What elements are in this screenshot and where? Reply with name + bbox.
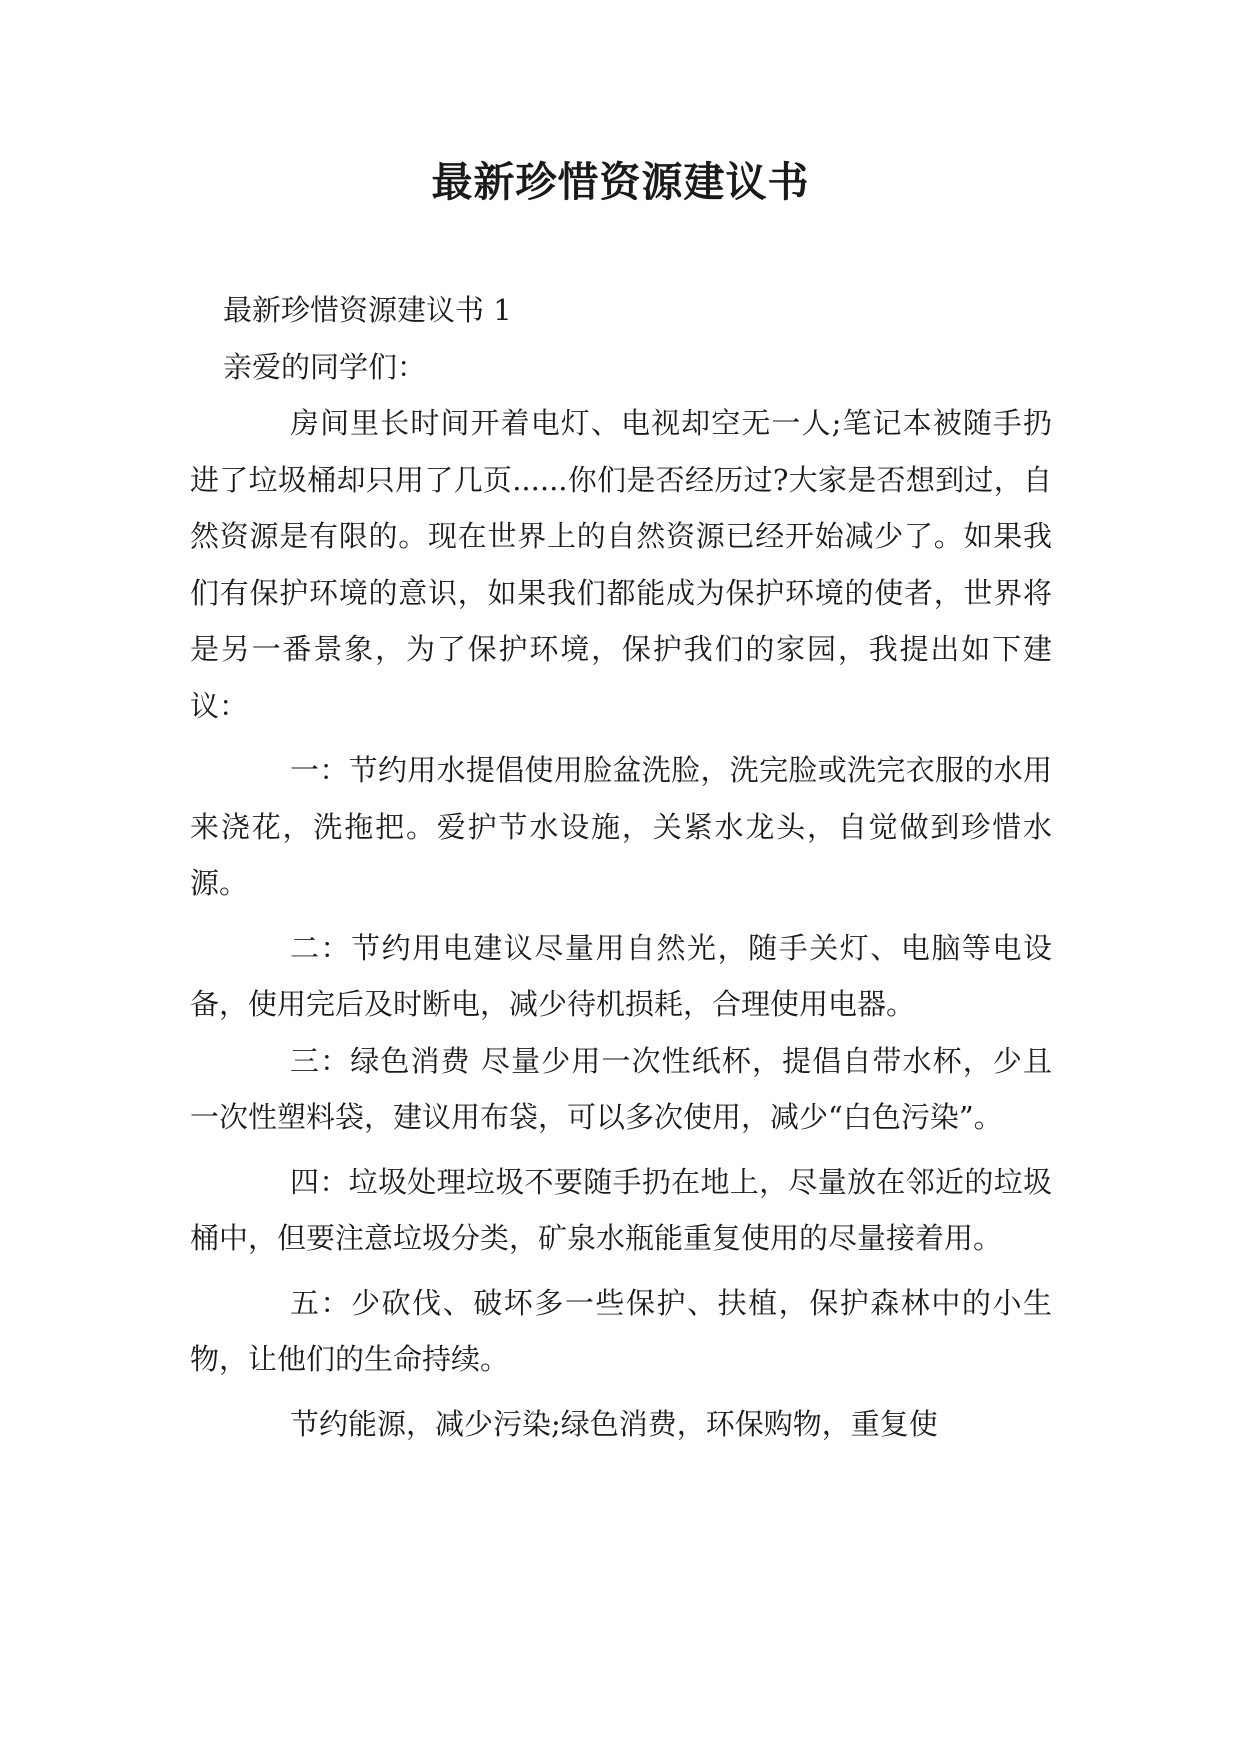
paragraph-closing: 节约能源，减少污染;绿色消费，环保购物，重复使 <box>290 1406 938 1441</box>
salutation: 亲爱的同学们： <box>223 349 427 384</box>
paragraph-electricity: 二：节约用电建议尽量用自然光，随手关灯、电脑等电设备，使用完后及时断电，减少待机损耗，合理使用电器。 <box>190 930 1052 1021</box>
document-subtitle: 最新珍惜资源建议书 1 <box>223 293 512 327</box>
paragraph-garbage: 四：垃圾处理垃圾不要随手扔在地上，尽量放在邻近的垃圾桶中，但要注意垃圾分类，矿泉水瓶能重复使用的尽量接着用。 <box>190 1164 1052 1255</box>
document-body <box>190 282 1052 1452</box>
paragraph-water: 一：节约用水提倡使用脸盆洗脸，洗完脸或洗完衣服的水用来浇花，洗拖把。爱护节水设施，关紧水龙头，自觉做到珍惜水源。 <box>190 753 1052 900</box>
paragraph-intro: 房间里长时间开着电灯、电视却空无一人;笔记本被随手扔进了垃圾桶却只用了几页......你们是否经历过?大家是否想到过，自然资源是有限的。现在世界上的自然资源已经开始减少了。如果我们有保护环境的意识，如果我们都能成为保护环境的使者，世界将是另一番景象，为了保护环境，保护我们的家园，我提出如下建议： <box>190 406 1052 723</box>
document-title: 最新珍惜资源建议书 <box>431 158 810 206</box>
paragraph-forest: 五：少砍伐、破坏多一些保护、扶植，保护森林中的小生物，让他们的生命持续。 <box>190 1285 1052 1376</box>
paragraph-green-consumption: 三：绿色消费 尽量少用一次性纸杯，提倡自带水杯，少且一次性塑料袋，建议用布袋，可以多次使用，减少“白色污染”。 <box>190 1043 1052 1134</box>
